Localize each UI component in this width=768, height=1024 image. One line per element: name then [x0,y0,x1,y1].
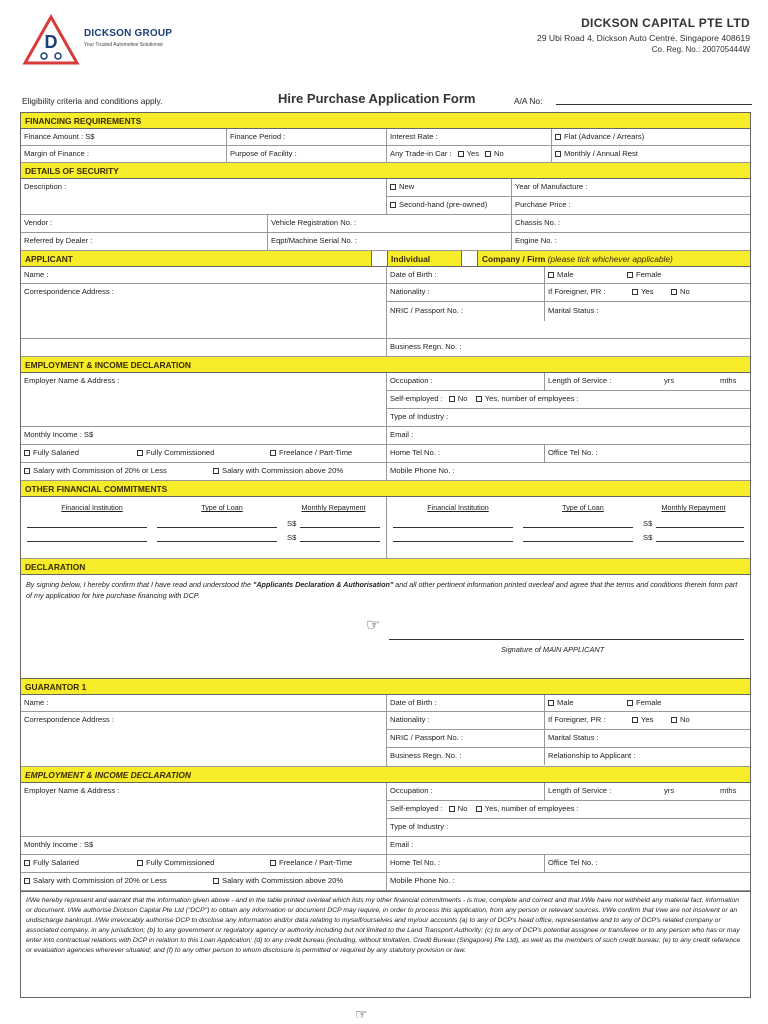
pr-yes: Yes [641,287,654,296]
salary-20-above-label: Salary with Commission above 20% [222,466,344,475]
applicant-gender [545,267,750,283]
logo-brand: DICKSON GROUP [84,28,173,39]
currency-label: S$ [643,533,653,542]
pr-no: No [680,287,690,296]
commitment-input[interactable] [656,514,744,528]
office-tel-field[interactable]: Office Tel No. : [548,858,598,867]
aa-no-field[interactable] [556,104,752,105]
self-employed-label: Self-employed : [390,804,443,813]
length-label: Length of Service : [548,786,612,795]
checkbox-icon[interactable] [449,806,455,812]
col-repayment: Monthly Repayment [661,503,726,512]
commitment-input[interactable] [157,528,277,542]
nationality-field[interactable]: Nationality : [387,712,545,729]
declaration-text-part: and all other pertinent information printed overleaf and agree that the terms and conditions therein form part of my application for hire purchase financing with DCP. [26,580,738,600]
company-name: DICKSON CAPITAL PTE LTD [581,16,750,30]
yrs-label: yrs [664,376,675,385]
g-employment-row-4 [21,873,750,891]
company-option [478,251,750,266]
self-employed-field [387,801,750,819]
checkbox-icon[interactable] [555,151,561,157]
yrs-label: yrs [664,786,675,795]
commitment-input[interactable] [300,528,380,542]
company-label: Company / Firm [482,254,546,264]
foreigner-field [545,712,750,729]
fully-salaried-label: Fully Salaried [33,448,80,457]
checkbox-icon[interactable] [24,468,30,474]
g-employment-row-2 [21,837,750,855]
checkbox-icon[interactable] [476,396,482,402]
self-employed-label: Self-employed : [390,394,443,403]
home-tel-field[interactable]: Home Tel No. : [387,855,545,872]
checkbox-icon[interactable] [671,289,677,295]
commitment-input[interactable] [393,528,513,542]
g-employment-row-3 [21,855,750,873]
checkbox-icon[interactable] [671,717,677,723]
finance-period-field[interactable]: Finance Period : [227,129,387,145]
col-repayment: Monthly Repayment [301,503,366,512]
checkbox-icon[interactable] [548,700,554,706]
declaration-text-part: By signing below, I hereby confirm that I have read and understood the [26,580,253,589]
declaration-bold: "Applicants Declaration & Authorisation" [252,580,394,589]
vendor-field[interactable]: Vendor : [21,215,268,232]
interest-rate-field[interactable]: Interest Rate : [387,129,552,145]
currency-label: S$ [287,519,297,528]
finance-amount-field[interactable]: Finance Amount : S$ [21,129,227,145]
pointing-hand-icon: ☞ [355,1006,368,1022]
company-address: 29 Ubi Road 4, Dickson Auto Centre, Singapore 408619 [536,33,750,43]
trade-in-no: No [494,149,504,158]
trade-in-field [387,146,552,162]
mobile-field[interactable]: Mobile Phone No. : [390,876,455,885]
applicant-name-field[interactable]: Name : [21,267,387,283]
legal-text: I/We hereby represent and warrant that the information given above - and in the table printed overleaf which lists my other financial commitments - is true, complete and correct and that I/We have not withheld any material fact, information or document. I/We authorise Dickson Capital Pte Ltd ("DCP") to obtain any information or document DCP may require, in order to process this application, from any person or relevant sources. I/We confirm that I/we are not insolvent or an undischarge bankrupt. I/We irrevocably authorise DCP to disclose any information and/or data relating to myself/ourselves and my/our accounts (a) to any of DCP's head office, representative and to any of DCP's related company or associated company, in any jurisdiction; (b) to any government or regulatory agency or authority including but not limited to the Land Transport Authority; (c) to any of DCP's potential assignee or transferee or to any person who has or may enter into contractual relations with DCP in relation to this Loan Application; (d) to any credit bureau (including, without limitation, Credit Bureau (Singapore) Pte Ltd), as well as the members of such credit bureau; (e) to any credit reference or evaluation agencies wherever situated; and (f) to any other person to whom disclosure is permitted or required by any statutory provision or law. [21,891,750,997]
currency-label: S$ [287,533,297,542]
checkbox-icon[interactable] [213,468,219,474]
nric-field[interactable]: NRIC / Passport No. : [387,302,545,321]
guarantor-row-2 [21,712,750,767]
company-info [537,16,750,54]
year-field[interactable]: Year of Manufacture : [512,179,750,197]
second-hand-option[interactable] [387,197,511,214]
guarantor-address-field[interactable]: Correspondence Address : [21,712,387,766]
section-financing: FINANCING REQUIREMENTS [21,113,750,129]
guarantor-row-1 [21,695,750,712]
company-checkbox[interactable] [462,251,478,266]
male-label: Male [557,270,574,279]
foreigner-label: If Foreigner, PR : [548,287,606,296]
commission-options [21,463,387,480]
logo-triangle-icon [22,14,80,66]
employer-field[interactable]: Employer Name & Address : [21,373,387,426]
checkbox-icon[interactable] [24,860,30,866]
col-institution: Financial Institution [427,503,489,512]
company-logo [22,14,192,66]
section-employment: EMPLOYMENT & INCOME DECLARATION [21,357,750,373]
employment-row-2 [21,427,750,445]
checkbox-icon[interactable] [390,202,396,208]
commission-options [21,873,387,890]
female-label: Female [636,270,662,279]
office-tel-field[interactable]: Office Tel No. : [548,448,598,457]
individual-label: Individual [388,251,462,266]
signature-line[interactable] [389,639,744,640]
section-guarantor-employment: EMPLOYMENT & INCOME DECLARATION [21,767,750,783]
signature-block [21,605,750,679]
monthly-rest-option[interactable] [552,146,750,162]
mobile-field[interactable]: Mobile Phone No. : [390,466,455,475]
purpose-field[interactable]: Purpose of Facility : [227,146,387,162]
commitment-input[interactable] [656,528,744,542]
fully-salaried-label: Fully Salaried [33,858,80,867]
svg-text:D: D [44,32,58,52]
checkbox-icon[interactable] [627,272,633,278]
section-guarantor: GUARANTOR 1 [21,679,750,695]
form-title: Hire Purchase Application Form [278,91,476,106]
salary-20-less-label: Salary with Commission of 20% or Less [33,876,167,885]
currency-label: S$ [643,519,653,528]
checkbox-icon[interactable] [632,289,638,295]
purchase-price-field[interactable]: Purchase Price : [515,200,571,209]
checkbox-icon[interactable] [555,134,561,140]
fully-commissioned-label: Fully Commissioned [146,448,215,457]
nric-row [387,302,750,321]
employment-row-4 [21,463,750,481]
marital-field[interactable]: Marital Status : [548,306,599,315]
self-employed-yes: Yes, number of employees : [484,804,579,813]
mths-label: mths [720,786,737,795]
checkbox-icon[interactable] [390,184,396,190]
salary-20-above-label: Salary with Commission above 20% [222,876,344,885]
business-regn-field[interactable]: Business Regn. No. : [390,342,462,351]
application-form [20,112,751,998]
eligibility-note: Eligibility criteria and conditions apply. [22,96,163,106]
monthly-income-field[interactable]: Monthly Income : S$ [21,837,387,854]
checkbox-icon[interactable] [137,860,143,866]
fully-commissioned-label: Fully Commissioned [146,858,215,867]
employer-field[interactable]: Employer Name & Address : [21,783,387,836]
section-commitments: OTHER FINANCIAL COMMITMENTS [21,481,750,497]
length-of-service-field[interactable] [545,783,750,800]
marital-field[interactable]: Marital Status : [548,733,599,742]
signature-label: Signature of MAIN APPLICANT [501,645,605,654]
commitments-row [21,497,750,559]
employment-row-1 [21,373,750,427]
section-security: DETAILS OF SECURITY [21,163,750,179]
pr-no: No [680,715,690,724]
applicant-row-3 [21,339,750,357]
second-hand-label: Second-hand (pre-owned) [399,200,488,209]
flat-label: Flat (Advance / Arrears) [564,132,645,141]
male-label: Male [557,698,574,707]
freelance-label: Freelance / Part-Time [279,858,353,867]
monthly-rest-label: Monthly / Annual Rest [564,149,638,158]
monthly-income-field[interactable]: Monthly Income : S$ [21,427,387,444]
financing-row-2 [21,146,750,163]
security-row-2 [21,215,750,233]
security-row-1 [21,179,750,215]
margin-field[interactable]: Margin of Finance : [21,146,227,162]
commitment-input[interactable] [27,514,147,528]
checkbox-icon[interactable] [476,806,482,812]
foreigner-field [545,284,750,301]
checkbox-icon[interactable] [137,450,143,456]
referred-field[interactable]: Referred by Dealer : [21,233,268,250]
commitment-input[interactable] [393,514,513,528]
commitments-right [387,497,750,558]
checkbox-icon[interactable] [485,151,491,157]
col-institution: Financial Institution [61,503,123,512]
home-tel-field[interactable]: Home Tel No. : [387,445,545,462]
checkbox-icon[interactable] [458,151,464,157]
checkbox-icon[interactable] [270,860,276,866]
applicant-heading: APPLICANT [21,251,372,266]
checkbox-icon[interactable] [213,878,219,884]
guarantor-details [387,712,750,766]
guarantor-gender [545,695,750,711]
trade-in-yes: Yes [466,149,480,158]
vehicle-reg-field[interactable]: Vehicle Registration No. : [268,215,512,232]
commitments-left [21,497,387,558]
title-bar [22,90,752,108]
checkbox-icon[interactable] [627,700,633,706]
g-employment-row-1 [21,783,750,837]
self-employed-no: No [457,804,468,813]
security-row-3 [21,233,750,251]
pr-yes: Yes [641,715,654,724]
self-employed-no: No [457,394,468,403]
individual-checkbox[interactable] [372,251,388,266]
nationality-row [387,284,750,302]
col-loan-type: Type of Loan [562,503,604,512]
email-field[interactable]: Email : [390,430,414,439]
business-regn-field[interactable]: Business Regn. No. : [387,748,545,765]
year-price-fields [512,179,750,214]
occupation-field[interactable]: Occupation : [387,373,545,390]
page-header [0,0,768,90]
commitment-input[interactable] [300,514,380,528]
section-declaration: DECLARATION [21,559,750,575]
freelance-label: Freelance / Part-Time [279,448,353,457]
checkbox-icon[interactable] [632,717,638,723]
col-loan-type: Type of Loan [201,503,243,512]
email-field[interactable]: Email : [390,840,414,849]
female-label: Female [636,698,662,707]
checkbox-icon[interactable] [24,450,30,456]
applicant-row-1 [21,267,750,284]
financing-row-1 [21,129,750,146]
applicant-address-field[interactable]: Correspondence Address : [21,284,387,338]
engine-field[interactable]: Engine No. : [515,236,557,245]
checkbox-icon[interactable] [270,450,276,456]
self-employed-yes: Yes, number of employees : [484,394,579,403]
tick-note: (please tick whichever applicable) [547,254,673,264]
income-type-options [21,855,387,872]
occupation-field[interactable]: Occupation : [387,783,545,800]
commitment-input[interactable] [523,528,633,542]
self-employed-field [387,391,750,409]
employment-details [387,373,750,426]
applicant-row-2 [21,284,750,339]
applicant-dob-field[interactable]: Date of Birth : [387,267,545,283]
condition-options [387,179,512,214]
company-reg: Co. Reg. No.: 200705444W [651,45,750,54]
industry-field[interactable]: Type of Industry : [390,412,449,421]
pointing-hand-icon: ☞ [366,617,381,634]
new-option[interactable] [387,179,511,197]
section-applicant [21,251,750,267]
length-of-service-field[interactable] [545,373,750,390]
guarantor-name-field[interactable]: Name : [21,695,387,711]
nationality-field[interactable]: Nationality : [387,284,545,301]
trade-in-label: Any Trade-in Car : [390,149,452,158]
declaration-text [21,575,750,605]
mths-label: mths [720,376,737,385]
serial-field[interactable]: Eqpt/Machine Serial No. : [268,233,512,250]
description-field[interactable]: Description : [21,179,387,214]
nric-field[interactable]: NRIC / Passport No. : [387,730,545,747]
logo-tagline: Your Trusted Automotive Solutionist [84,42,163,48]
industry-field[interactable]: Type of Industry : [390,822,449,831]
salary-20-less-label: Salary with Commission of 20% or Less [33,466,167,475]
guarantor-dob-field[interactable]: Date of Birth : [387,695,545,711]
employment-details [387,783,750,836]
checkbox-icon[interactable] [449,396,455,402]
commitment-input[interactable] [523,514,633,528]
checkbox-icon[interactable] [24,878,30,884]
applicant-details [387,284,750,338]
commitment-input[interactable] [157,514,277,528]
checkbox-icon[interactable] [548,272,554,278]
employment-row-3 [21,445,750,463]
foreigner-label: If Foreigner, PR : [548,715,606,724]
aa-no-label: A/A No: [514,96,543,106]
chassis-field[interactable]: Chassis No. : [515,218,561,227]
length-label: Length of Service : [548,376,612,385]
income-type-options [21,445,387,462]
relationship-field[interactable]: Relationship to Applicant : [548,751,636,760]
flat-option[interactable] [552,129,750,145]
new-label: New [399,182,415,191]
commitment-input[interactable] [27,528,147,542]
